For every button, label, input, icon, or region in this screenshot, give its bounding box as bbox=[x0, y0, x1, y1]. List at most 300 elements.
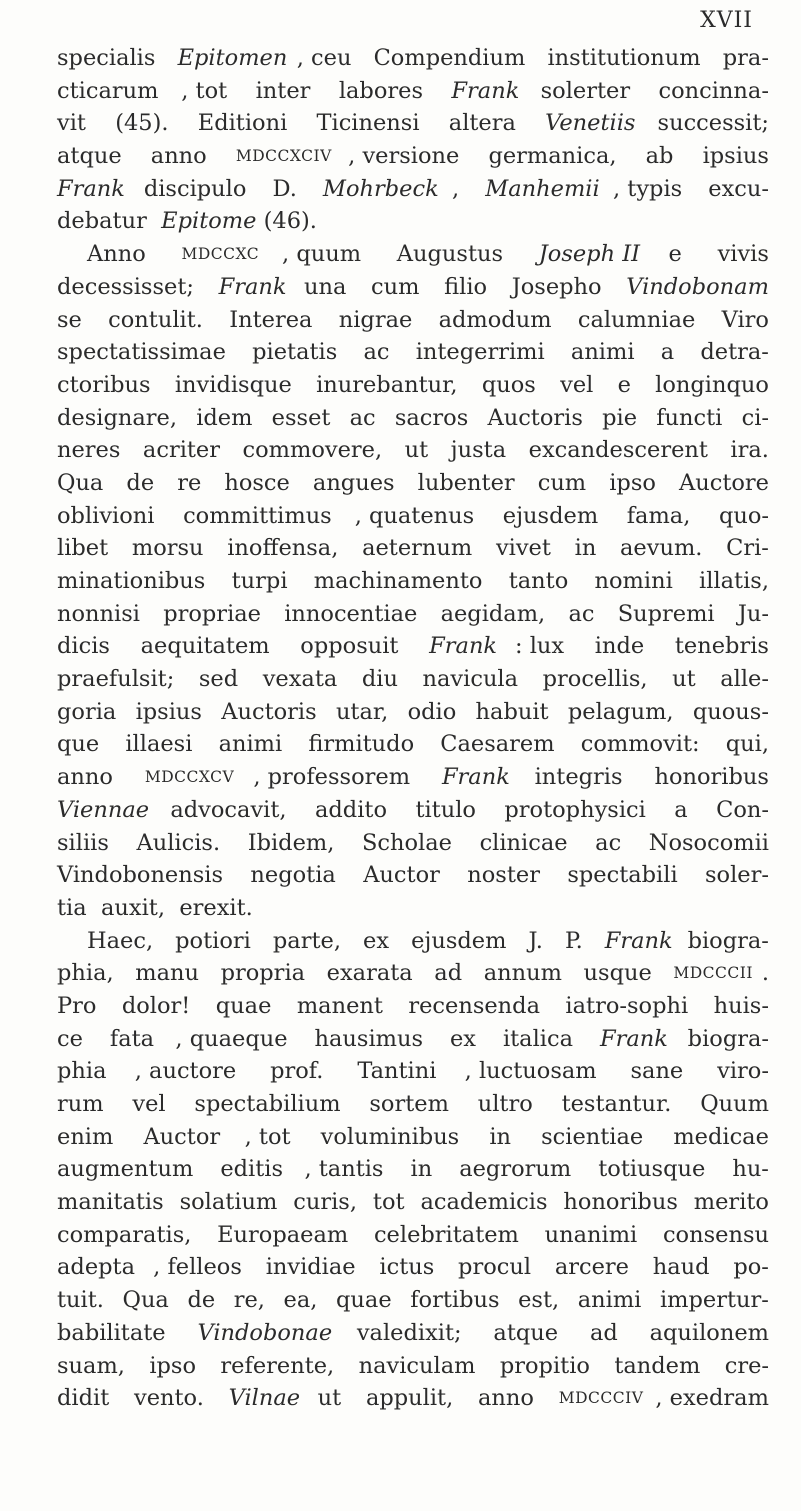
body-text bbox=[57, 42, 769, 1415]
text-segment: est, bbox=[518, 1287, 567, 1314]
text-segment: Epitomen bbox=[177, 45, 288, 71]
text-segment: : lux bbox=[514, 633, 572, 660]
text-segment: biogra- bbox=[687, 927, 769, 954]
text-segment: ab bbox=[645, 143, 681, 170]
text-segment: dicis bbox=[57, 633, 118, 660]
text-segment: solatium bbox=[179, 1189, 285, 1216]
text-segment: , quum bbox=[282, 241, 369, 268]
text-segment: admodum bbox=[438, 306, 559, 333]
text-segment: ea, bbox=[283, 1287, 325, 1314]
text-segment: longinquo bbox=[655, 371, 769, 398]
text-line bbox=[57, 827, 769, 860]
text-segment: totiusque bbox=[598, 1156, 713, 1183]
text-segment: Josepho bbox=[511, 273, 609, 300]
text-line bbox=[57, 1023, 769, 1056]
text-segment: Haec, bbox=[87, 927, 161, 954]
text-segment: Frank bbox=[599, 1025, 668, 1052]
text-line bbox=[57, 304, 769, 337]
text-segment: quos bbox=[481, 371, 543, 398]
text-segment: in bbox=[489, 1123, 519, 1150]
text-segment: MDCCCII bbox=[673, 964, 753, 983]
text-segment: una bbox=[304, 273, 354, 300]
text-segment: quae bbox=[336, 1287, 399, 1314]
text-segment: quo- bbox=[718, 502, 769, 529]
text-segment: referente, bbox=[220, 1352, 342, 1379]
text-line bbox=[57, 565, 769, 598]
text-segment: Anno bbox=[87, 241, 153, 268]
text-segment: ut bbox=[317, 1385, 349, 1412]
text-line bbox=[57, 1055, 769, 1088]
text-segment: labores bbox=[338, 77, 431, 104]
text-segment: libet bbox=[57, 535, 116, 562]
text-segment: Viro bbox=[721, 306, 769, 333]
text-segment: Frank bbox=[451, 77, 520, 104]
text-segment: cticarum bbox=[57, 77, 166, 104]
text-segment: ex bbox=[449, 1025, 484, 1052]
text-segment: enim bbox=[57, 1123, 121, 1150]
text-segment: arcere bbox=[554, 1254, 637, 1281]
text-segment: propriae bbox=[163, 600, 269, 627]
text-segment: justa bbox=[450, 437, 514, 464]
text-segment: suam, bbox=[57, 1352, 133, 1379]
text-segment: ipsius bbox=[135, 698, 210, 725]
text-segment: atque bbox=[493, 1319, 566, 1346]
text-line bbox=[57, 369, 769, 402]
text-segment: spectatissimae bbox=[57, 339, 234, 366]
text-segment: Cri- bbox=[726, 535, 769, 562]
text-line bbox=[57, 1382, 769, 1415]
text-segment: excandescerent bbox=[528, 437, 716, 464]
text-segment: spectabilium bbox=[194, 1091, 348, 1117]
text-segment: functi bbox=[656, 404, 730, 431]
text-segment: fortibus bbox=[410, 1287, 507, 1314]
text-segment: innocentiae bbox=[284, 600, 425, 627]
text-segment: habuit bbox=[475, 698, 556, 725]
text-line bbox=[57, 140, 769, 173]
text-segment: , quaeque bbox=[175, 1025, 295, 1052]
text-line bbox=[57, 75, 769, 108]
text-line bbox=[57, 1121, 769, 1154]
text-segment: Con- bbox=[716, 796, 769, 823]
text-segment: vel bbox=[132, 1091, 173, 1117]
text-segment: vit bbox=[57, 110, 94, 137]
text-segment: prof. bbox=[270, 1058, 331, 1085]
text-segment: integris bbox=[534, 764, 630, 791]
text-segment: Venetiis bbox=[545, 110, 636, 137]
text-segment: honoribus bbox=[563, 1189, 686, 1216]
text-segment: propitio bbox=[499, 1352, 598, 1379]
text-segment: ipsius bbox=[702, 143, 769, 170]
text-segment: recensenda bbox=[408, 992, 548, 1019]
text-segment: pra- bbox=[722, 45, 769, 71]
text-segment: pie bbox=[602, 404, 645, 431]
text-segment: negotia bbox=[250, 862, 343, 889]
text-line bbox=[57, 1186, 769, 1219]
text-segment: haud bbox=[652, 1254, 717, 1281]
text-segment: D. bbox=[272, 175, 305, 202]
text-segment: titulo bbox=[415, 796, 484, 823]
text-segment: appulit, bbox=[365, 1385, 461, 1412]
text-segment: cre- bbox=[724, 1352, 769, 1379]
text-segment: aequitatem bbox=[140, 633, 277, 660]
text-segment: manent bbox=[296, 992, 391, 1019]
text-segment: augmentum bbox=[57, 1156, 201, 1183]
text-segment: vivet bbox=[495, 535, 559, 562]
text-segment: tot bbox=[372, 1189, 412, 1216]
text-segment: adepta bbox=[57, 1254, 143, 1281]
text-segment: qui, bbox=[725, 731, 769, 758]
text-segment: institutionum bbox=[547, 45, 708, 71]
text-segment: quous- bbox=[692, 698, 769, 725]
text-line bbox=[57, 761, 769, 794]
text-line bbox=[57, 1284, 769, 1317]
text-segment: cum bbox=[537, 469, 594, 496]
text-segment: inoffensa, bbox=[227, 535, 346, 562]
text-segment: ultro bbox=[477, 1091, 540, 1117]
page-number: XVII bbox=[700, 8, 753, 33]
text-segment: Pro bbox=[57, 992, 104, 1019]
text-segment: didit bbox=[57, 1385, 117, 1412]
text-segment: , tantis bbox=[304, 1156, 391, 1183]
text-segment: unanimi bbox=[544, 1221, 645, 1248]
text-segment: lubenter bbox=[417, 469, 522, 496]
text-segment: annum bbox=[483, 960, 570, 987]
text-segment: discipulo bbox=[143, 175, 254, 202]
text-segment: Auctor bbox=[363, 862, 448, 889]
text-segment: addito bbox=[314, 796, 395, 823]
text-segment: filio bbox=[444, 273, 495, 300]
text-segment: atque bbox=[57, 143, 129, 170]
text-line bbox=[57, 107, 769, 140]
text-segment: quae bbox=[215, 992, 279, 1019]
text-segment: Auctor bbox=[143, 1123, 228, 1150]
text-segment: decessisset; bbox=[57, 273, 202, 300]
text-segment: ejusdem bbox=[502, 502, 606, 529]
text-line bbox=[57, 630, 769, 663]
text-segment: Tantini bbox=[357, 1058, 444, 1085]
text-segment: iatro-sophi bbox=[565, 992, 696, 1019]
text-segment: . bbox=[761, 960, 769, 987]
text-segment: machinamento bbox=[313, 568, 490, 594]
text-segment: committimus bbox=[183, 502, 339, 529]
text-segment: , professorem bbox=[253, 764, 418, 791]
text-segment: Frank bbox=[604, 927, 673, 954]
text-segment: MDCCXCIV bbox=[235, 147, 332, 166]
text-segment: invidiae bbox=[265, 1254, 363, 1281]
text-segment: Vindobonae bbox=[197, 1319, 333, 1346]
text-segment: aegrorum bbox=[459, 1156, 579, 1183]
text-line bbox=[57, 1153, 769, 1186]
text-segment: idem bbox=[196, 404, 260, 431]
text-segment: celebritatem bbox=[373, 1221, 527, 1248]
text-segment: re, bbox=[233, 1287, 273, 1314]
text-segment: tenebris bbox=[674, 633, 769, 660]
text-segment: procellis, bbox=[542, 666, 655, 693]
text-segment: , luctuosam bbox=[464, 1058, 604, 1085]
text-segment: merito bbox=[693, 1189, 769, 1216]
text-segment: siliis bbox=[57, 829, 117, 856]
text-segment: nonnisi bbox=[57, 600, 148, 627]
text-segment: utar, bbox=[335, 698, 396, 725]
text-segment: specialis bbox=[57, 45, 163, 71]
text-segment: valedixit; bbox=[356, 1319, 469, 1346]
text-segment: Qua bbox=[57, 469, 111, 496]
text-segment: Compendium bbox=[373, 45, 533, 71]
text-segment: Scholae bbox=[361, 829, 460, 856]
text-segment: excu- bbox=[708, 175, 769, 202]
text-segment: Frank bbox=[218, 273, 287, 300]
text-segment: cum bbox=[371, 273, 427, 300]
text-segment: aeternum bbox=[362, 535, 480, 562]
text-segment: scientiae bbox=[541, 1123, 651, 1150]
text-segment: ac bbox=[595, 829, 629, 856]
text-segment: opposuit bbox=[300, 633, 406, 660]
text-segment: (45). bbox=[115, 110, 176, 137]
text-segment: Nosocomii bbox=[648, 829, 769, 856]
text-segment: curis, bbox=[293, 1189, 365, 1216]
text-segment: erexit. bbox=[179, 894, 253, 921]
text-segment: commovit: bbox=[580, 731, 707, 758]
text-segment: Interea bbox=[229, 306, 320, 333]
text-segment: fata bbox=[109, 1025, 162, 1052]
text-segment: ira. bbox=[730, 437, 769, 464]
text-segment: MDCCCIV bbox=[558, 1389, 644, 1408]
text-segment: illatis, bbox=[699, 568, 769, 594]
text-line bbox=[57, 500, 769, 533]
text-segment: ipso bbox=[149, 1352, 204, 1379]
text-segment: vivis bbox=[717, 241, 769, 268]
text-segment: aevum. bbox=[620, 535, 710, 562]
text-segment: invidisque bbox=[174, 371, 299, 398]
text-segment: Qua bbox=[122, 1287, 177, 1314]
text-segment: Vindobonensis bbox=[57, 862, 231, 889]
text-segment: ad bbox=[434, 960, 470, 987]
text-segment: a bbox=[674, 796, 695, 823]
text-segment: animi bbox=[218, 731, 290, 758]
text-segment: goria bbox=[57, 698, 124, 725]
text-segment: nomini bbox=[594, 568, 680, 594]
text-segment: tia bbox=[57, 894, 94, 921]
text-segment: phia, bbox=[57, 960, 121, 987]
text-line bbox=[57, 336, 769, 369]
text-segment: firmitudo bbox=[308, 731, 422, 758]
text-segment: honoribus bbox=[654, 764, 769, 791]
text-segment: sane bbox=[630, 1058, 691, 1085]
text-line bbox=[57, 238, 769, 271]
text-line bbox=[57, 1251, 769, 1284]
text-segment: in bbox=[574, 535, 604, 562]
text-line bbox=[57, 1219, 769, 1252]
text-segment: Auctore bbox=[678, 469, 769, 496]
text-segment: anno bbox=[150, 143, 214, 170]
text-segment: esset bbox=[271, 404, 338, 431]
text-segment: , ceu bbox=[296, 45, 359, 71]
text-segment: minationibus bbox=[57, 568, 213, 594]
text-segment: Supremi bbox=[617, 600, 722, 627]
text-segment: neres bbox=[57, 437, 128, 464]
text-segment: designare, bbox=[57, 404, 185, 431]
text-segment: germanica, bbox=[488, 143, 624, 170]
text-segment: Europaeam bbox=[217, 1221, 356, 1248]
text-segment: exarata bbox=[326, 960, 420, 987]
text-line bbox=[57, 1088, 769, 1121]
text-segment: , auctore bbox=[134, 1058, 244, 1085]
text-segment: italica bbox=[502, 1025, 581, 1052]
text-segment: in bbox=[410, 1156, 440, 1183]
text-segment: auxit, bbox=[101, 894, 173, 921]
text-segment: Ibidem, bbox=[247, 829, 342, 856]
text-line bbox=[57, 173, 769, 206]
text-segment: Editioni bbox=[197, 110, 295, 137]
text-segment: vexata bbox=[262, 666, 345, 693]
text-segment: viro- bbox=[717, 1058, 769, 1085]
text-segment: se bbox=[57, 306, 90, 333]
text-segment: Frank bbox=[429, 633, 498, 660]
text-segment: protophysici bbox=[504, 796, 653, 823]
text-segment: spectabili bbox=[567, 862, 685, 889]
text-segment: illaesi bbox=[125, 731, 200, 758]
text-segment: inter bbox=[255, 77, 318, 104]
text-line bbox=[57, 892, 769, 925]
text-segment: ipso bbox=[609, 469, 664, 496]
text-segment: debatur bbox=[57, 208, 154, 235]
text-line bbox=[57, 271, 769, 304]
text-segment: animi bbox=[577, 1287, 649, 1314]
text-segment: Viennae bbox=[57, 796, 150, 823]
text-segment: ctoribus bbox=[57, 371, 158, 398]
text-segment: naviculam bbox=[358, 1352, 483, 1379]
text-segment: medicae bbox=[673, 1123, 769, 1150]
text-segment: navicula bbox=[422, 666, 526, 693]
text-segment: odio bbox=[407, 698, 464, 725]
text-segment: propria bbox=[220, 960, 313, 987]
text-segment: turpi bbox=[231, 568, 295, 594]
text-segment: contulit. bbox=[108, 306, 211, 333]
text-segment: morsu bbox=[131, 535, 211, 562]
text-segment: vel bbox=[560, 371, 601, 398]
text-segment: Vilnae bbox=[228, 1385, 301, 1412]
text-segment: diu bbox=[361, 666, 406, 693]
text-segment: re bbox=[177, 469, 209, 496]
text-segment: comparatis, bbox=[57, 1221, 199, 1248]
text-line bbox=[57, 1350, 769, 1383]
text-segment: MDCCXC bbox=[181, 245, 260, 264]
text-segment: academicis bbox=[420, 1189, 555, 1216]
text-segment: ictus bbox=[379, 1254, 442, 1281]
text-segment: babilitate bbox=[57, 1319, 173, 1346]
text-segment: biogra- bbox=[687, 1025, 769, 1052]
text-segment: MDCCXCV bbox=[144, 768, 235, 787]
text-segment: acriter bbox=[142, 437, 228, 464]
text-segment: detra- bbox=[700, 339, 769, 366]
text-segment: integerrimi bbox=[415, 339, 552, 366]
text-segment: Aulicis. bbox=[136, 829, 228, 856]
text-line bbox=[57, 205, 769, 238]
text-line bbox=[57, 42, 769, 75]
text-segment: usque bbox=[583, 960, 659, 987]
text-segment: anno bbox=[57, 764, 121, 791]
text-segment: ejusdem bbox=[411, 927, 514, 954]
text-segment: P. bbox=[564, 927, 590, 954]
text-segment: , quatenus bbox=[354, 502, 482, 529]
text-segment: , bbox=[452, 175, 467, 202]
text-segment: Augustus bbox=[396, 241, 511, 268]
text-segment: (46). bbox=[263, 208, 317, 235]
text-segment: hausimus bbox=[314, 1025, 431, 1052]
text-line bbox=[57, 663, 769, 696]
text-segment: ac bbox=[363, 339, 397, 366]
text-segment: Auctoris bbox=[221, 698, 324, 725]
text-segment: Joseph II bbox=[538, 241, 640, 268]
text-segment: inurebantur, bbox=[316, 371, 465, 398]
text-segment: manu bbox=[135, 960, 207, 987]
text-segment: calumniae bbox=[577, 306, 703, 333]
text-segment: pietatis bbox=[252, 339, 345, 366]
text-line bbox=[57, 696, 769, 729]
text-segment: impertur- bbox=[659, 1287, 769, 1314]
text-segment: commovere, bbox=[242, 437, 390, 464]
text-line bbox=[57, 990, 769, 1023]
text-segment: ci- bbox=[741, 404, 769, 431]
text-segment: Manhemii bbox=[485, 175, 600, 202]
text-segment: manitatis bbox=[57, 1189, 171, 1216]
text-segment: huis- bbox=[713, 992, 769, 1019]
text-segment: soler- bbox=[705, 862, 769, 889]
text-line bbox=[57, 532, 769, 565]
text-segment: fama, bbox=[626, 502, 698, 529]
text-line bbox=[57, 467, 769, 500]
text-segment: advocavit, bbox=[170, 796, 294, 823]
text-segment: inde bbox=[594, 633, 652, 660]
text-segment: sacros bbox=[394, 404, 476, 431]
text-segment: altera bbox=[448, 110, 524, 137]
text-segment: , typis bbox=[612, 175, 690, 202]
text-segment: concinna- bbox=[658, 77, 769, 104]
text-segment: tandem bbox=[614, 1352, 708, 1379]
text-segment: aquilonem bbox=[649, 1319, 769, 1346]
text-segment: Auctoris bbox=[487, 404, 591, 431]
text-segment: vento. bbox=[134, 1385, 212, 1412]
text-segment: oblivioni bbox=[57, 502, 162, 529]
text-segment: voluminibus bbox=[320, 1123, 467, 1150]
text-segment: ad bbox=[589, 1319, 625, 1346]
text-segment: procul bbox=[458, 1254, 539, 1281]
text-segment: , tot bbox=[244, 1123, 298, 1150]
text-segment: que bbox=[57, 731, 107, 758]
text-segment: hosce bbox=[224, 469, 297, 496]
text-segment: alle- bbox=[720, 666, 769, 693]
text-line bbox=[57, 957, 769, 990]
text-segment: Epitome bbox=[161, 208, 257, 235]
text-segment: , tot bbox=[181, 77, 235, 104]
text-segment: ut bbox=[404, 437, 436, 464]
text-line bbox=[57, 728, 769, 761]
text-segment: , versione bbox=[348, 143, 467, 170]
text-line bbox=[57, 402, 769, 435]
text-line bbox=[57, 434, 769, 467]
text-segment: rum bbox=[57, 1091, 111, 1117]
text-segment: potiori bbox=[175, 927, 258, 954]
text-segment: Vindobonam bbox=[626, 273, 769, 300]
text-line bbox=[57, 925, 769, 958]
text-segment: praefulsit; bbox=[57, 666, 182, 693]
text-segment: e bbox=[668, 241, 690, 268]
text-segment: ut bbox=[672, 666, 703, 693]
text-segment: anno bbox=[478, 1385, 542, 1412]
text-segment: a bbox=[660, 339, 682, 366]
text-line bbox=[57, 598, 769, 631]
text-segment: sortem bbox=[369, 1091, 457, 1117]
